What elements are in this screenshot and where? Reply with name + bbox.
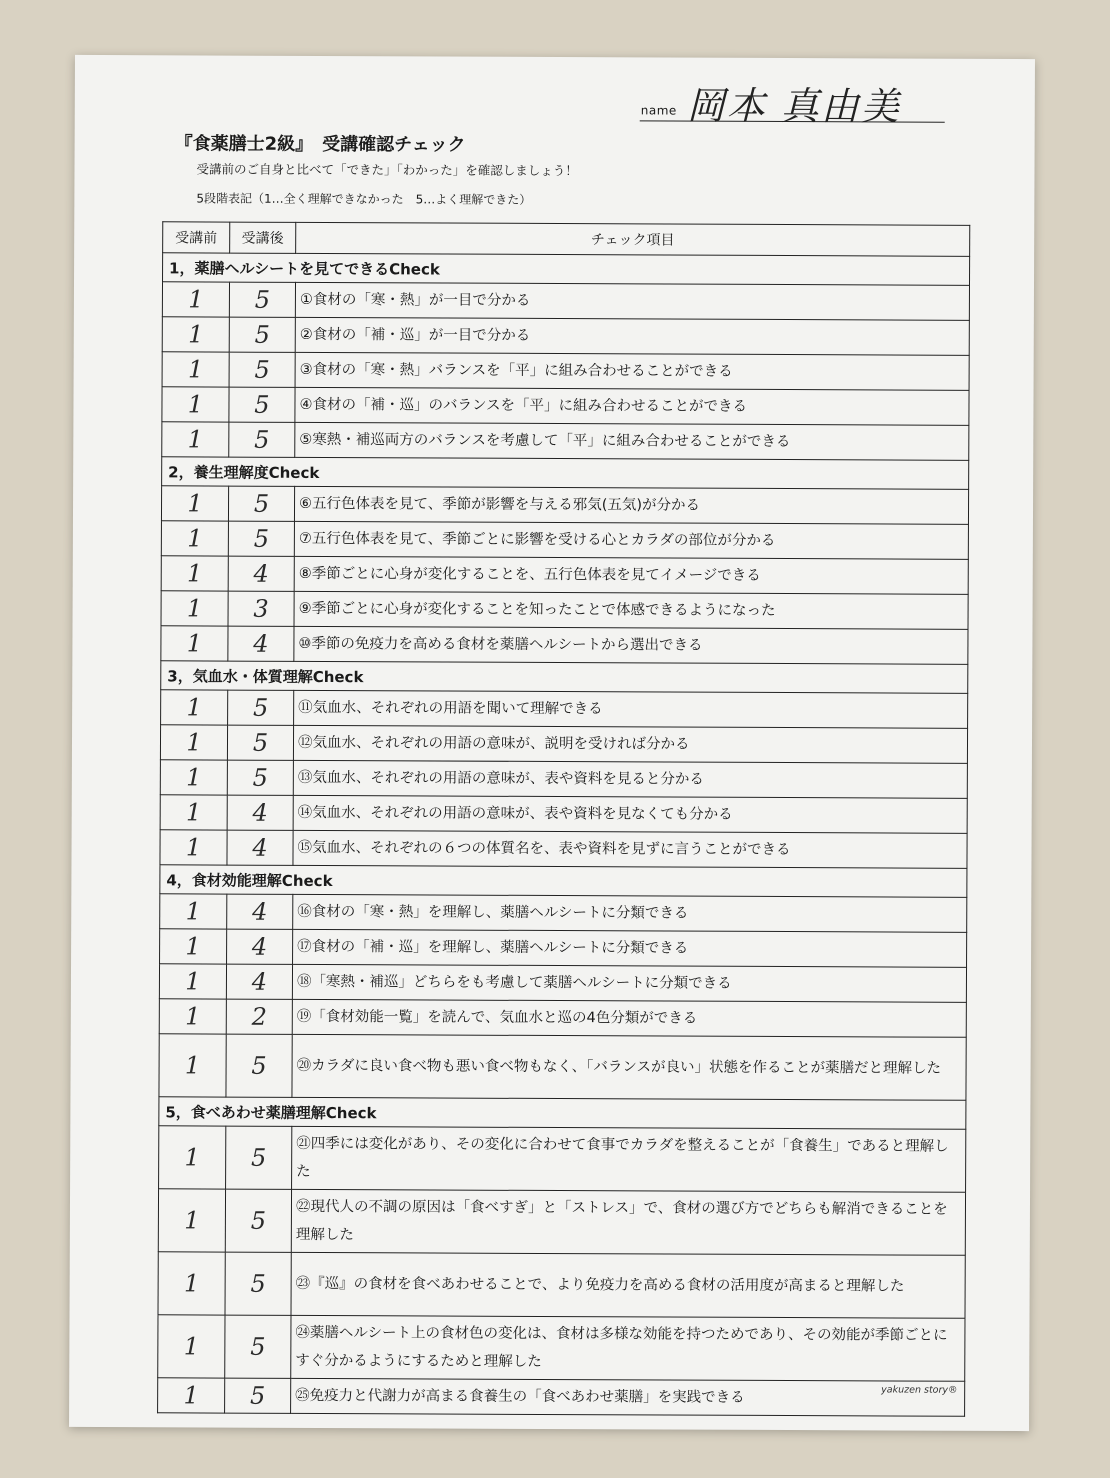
check-item-text: ㉒現代人の不調の原因は「食べすぎ」と「ストレス」で、食材の選び方でどちらも解消できることを理解した [291, 1189, 965, 1255]
table-row [160, 929, 967, 968]
table-row [158, 1378, 965, 1417]
score-after: 5 [227, 760, 293, 795]
score-before: 1 [159, 999, 226, 1034]
check-item-text: ⑰食材の「補・巡」を理解し、薬膳ヘルシートに分類できる [293, 929, 967, 967]
score-after: 3 [228, 591, 294, 626]
table-row [162, 387, 969, 426]
table-row [161, 626, 968, 665]
score-before: 1 [162, 422, 229, 457]
score-after: 4 [227, 929, 293, 964]
table-row [158, 1315, 965, 1382]
table-row [159, 964, 966, 1003]
check-item-text: ⑦五行色体表を見て、季節ごとに影響を受ける心とカラダの部位が分かる [294, 521, 968, 559]
score-before: 1 [158, 1252, 225, 1315]
score-before: 1 [162, 282, 229, 317]
score-before: 1 [158, 1315, 225, 1378]
score-after: 5 [229, 352, 295, 387]
score-after: 5 [228, 690, 294, 725]
table-row [162, 282, 969, 321]
check-item-text: ⑬気血水、それぞれの用語の意味が、表や資料を見ると分かる [293, 760, 967, 798]
check-item-text: ㉑四季には変化があり、その変化に合わせて食事でカラダを整えることが「食養生」であると理解した [292, 1126, 966, 1192]
check-table [157, 221, 970, 1417]
score-after: 4 [226, 964, 292, 999]
score-before: 1 [160, 725, 227, 760]
score-after: 5 [229, 282, 295, 317]
page-title: 『食薬膳士2級』 受講確認チェック [174, 133, 466, 156]
score-before: 1 [161, 486, 228, 521]
score-before: 1 [161, 521, 228, 556]
score-after: 5 [228, 486, 294, 521]
score-before: 1 [162, 352, 229, 387]
score-after: 5 [225, 1189, 291, 1252]
section-row [163, 253, 970, 286]
table-row [161, 690, 968, 729]
check-item-text: ⑯食材の「寒・熱」を理解し、薬膳ヘルシートに分類できる [293, 894, 967, 932]
check-item-text: ⑥五行色体表を見て、季節が影響を与える邪気(五気)が分かる [294, 486, 968, 524]
score-before: 1 [161, 591, 228, 626]
col-header-item: チェック項目 [296, 222, 970, 256]
score-before: 1 [161, 556, 228, 591]
check-item-text: ㉔薬膳ヘルシート上の食材色の変化は、食材は多様な効能を持つためであり、その効能が季節ごとにすぐ分かるようにするためと理解した [291, 1315, 965, 1381]
table-row [158, 1189, 965, 1256]
score-before: 1 [162, 317, 229, 352]
table-row [161, 486, 968, 525]
score-after: 5 [229, 317, 295, 352]
score-before: 1 [161, 690, 228, 725]
check-item-text: ⑧季節ごとに心身が変化することを、五行色体表を見てイメージできる [294, 556, 968, 594]
score-after: 5 [225, 1378, 291, 1413]
check-item-text: ⑲「食材効能一覧」を読んで、気血水と巡の4色分類ができる [292, 999, 966, 1037]
table-row [159, 999, 966, 1038]
score-after: 2 [226, 999, 292, 1034]
score-before: 1 [162, 387, 229, 422]
score-before: 1 [158, 1189, 225, 1252]
table-row [161, 556, 968, 595]
score-after: 5 [228, 521, 294, 556]
table-row [159, 1126, 966, 1193]
table-row [161, 591, 968, 630]
score-after: 5 [226, 1034, 292, 1097]
check-item-text: ⑫気血水、それぞれの用語の意味が、説明を受ければ分かる [293, 725, 967, 763]
score-after: 5 [225, 1252, 291, 1315]
check-item-text: ㉓『巡』の食材を食べあわせることで、より免疫力を高める食材の活用度が高まると理解した [291, 1252, 965, 1318]
check-item-text: ⑤寒熱・補巡両方のバランスを考慮して「平」に組み合わせることができる [295, 422, 969, 460]
score-before: 1 [159, 1034, 226, 1097]
check-item-text: ②食材の「補・巡」が一目で分かる [295, 317, 969, 355]
table-row [160, 830, 967, 869]
score-after: 5 [226, 1126, 292, 1189]
footer-brand: yakuzen story® [881, 1384, 958, 1396]
check-item-text: ⑩季節の免疫力を高める食材を薬膳ヘルシートから選出できる [294, 626, 968, 664]
check-item-text: ⑳カラダに良い食べ物も悪い食べ物もなく、「バランスが良い」状態を作ることが薬膳だと理解した [292, 1034, 966, 1100]
check-item-text: ①食材の「寒・熱」が一目で分かる [295, 282, 969, 320]
check-item-text: ⑮気血水、それぞれの６つの体質名を、表や資料を見ずに言うことができる [293, 830, 967, 868]
check-item-text: ⑱「寒熱・補巡」どちらをも考慮して薬膳ヘルシートに分類できる [292, 964, 966, 1002]
scale-note: 5段階表記（1…全く理解できなかった 5…よく理解できた） [196, 191, 532, 207]
score-before: 1 [160, 760, 227, 795]
check-item-text: ③食材の「寒・熱」バランスを「平」に組み合わせることができる [295, 352, 969, 390]
col-header-before: 受講前 [163, 222, 230, 253]
score-before: 1 [160, 795, 227, 830]
table-row [160, 894, 967, 933]
table-header-row [163, 222, 970, 257]
check-item-text: ⑨季節ごとに心身が変化することを知ったことで体感できるようになった [294, 591, 968, 629]
table-row [160, 760, 967, 799]
score-after: 5 [229, 387, 295, 422]
table-row [160, 795, 967, 834]
score-before: 1 [160, 830, 227, 865]
score-after: 5 [229, 422, 295, 457]
table-row [161, 521, 968, 560]
table-row [158, 1252, 965, 1319]
table-body [158, 253, 970, 1417]
table-row [162, 352, 969, 391]
section-title: 4，食材効能理解Check [160, 865, 967, 898]
name-label: name [640, 103, 677, 118]
instructions: 受講前のご自身と比べて「できた」「わかった」を確認しましょう！ [196, 161, 578, 179]
score-before: 1 [158, 1378, 225, 1413]
table-row [162, 317, 969, 356]
score-after: 4 [227, 830, 293, 865]
score-after: 4 [227, 894, 293, 929]
name-handwritten: 岡本 真由美 [686, 83, 901, 129]
check-sheet [69, 55, 1035, 1431]
score-before: 1 [159, 964, 226, 999]
table-row [162, 422, 969, 461]
check-item-text: ⑭気血水、それぞれの用語の意味が、表や資料を見なくても分かる [293, 795, 967, 833]
check-item-text: ④食材の「補・巡」のバランスを「平」に組み合わせることができる [295, 387, 969, 425]
score-before: 1 [160, 894, 227, 929]
score-before: 1 [159, 1126, 226, 1189]
section-title: 2，養生理解度Check [162, 457, 969, 490]
check-item-text: ㉕免疫力と代謝力が高まる食養生の「食べあわせ薬膳」を実践できる [291, 1378, 965, 1416]
score-before: 1 [160, 929, 227, 964]
section-title: 3，気血水・体質理解Check [161, 661, 968, 694]
section-row [162, 457, 969, 490]
section-title: 1，薬膳ヘルシートを見てできるCheck [163, 253, 970, 286]
score-after: 5 [225, 1315, 291, 1378]
table-row [159, 1034, 966, 1101]
table-row [160, 725, 967, 764]
score-after: 4 [228, 626, 294, 661]
section-title: 5，食べあわせ薬膳理解Check [159, 1097, 966, 1130]
section-row [159, 1097, 966, 1130]
score-before: 1 [161, 626, 228, 661]
col-header-after: 受講後 [230, 222, 296, 253]
section-row [160, 865, 967, 898]
score-after: 5 [227, 725, 293, 760]
score-after: 4 [227, 795, 293, 830]
section-row [161, 661, 968, 694]
score-after: 4 [228, 556, 294, 591]
check-item-text: ⑪気血水、それぞれの用語を聞いて理解できる [294, 690, 968, 728]
